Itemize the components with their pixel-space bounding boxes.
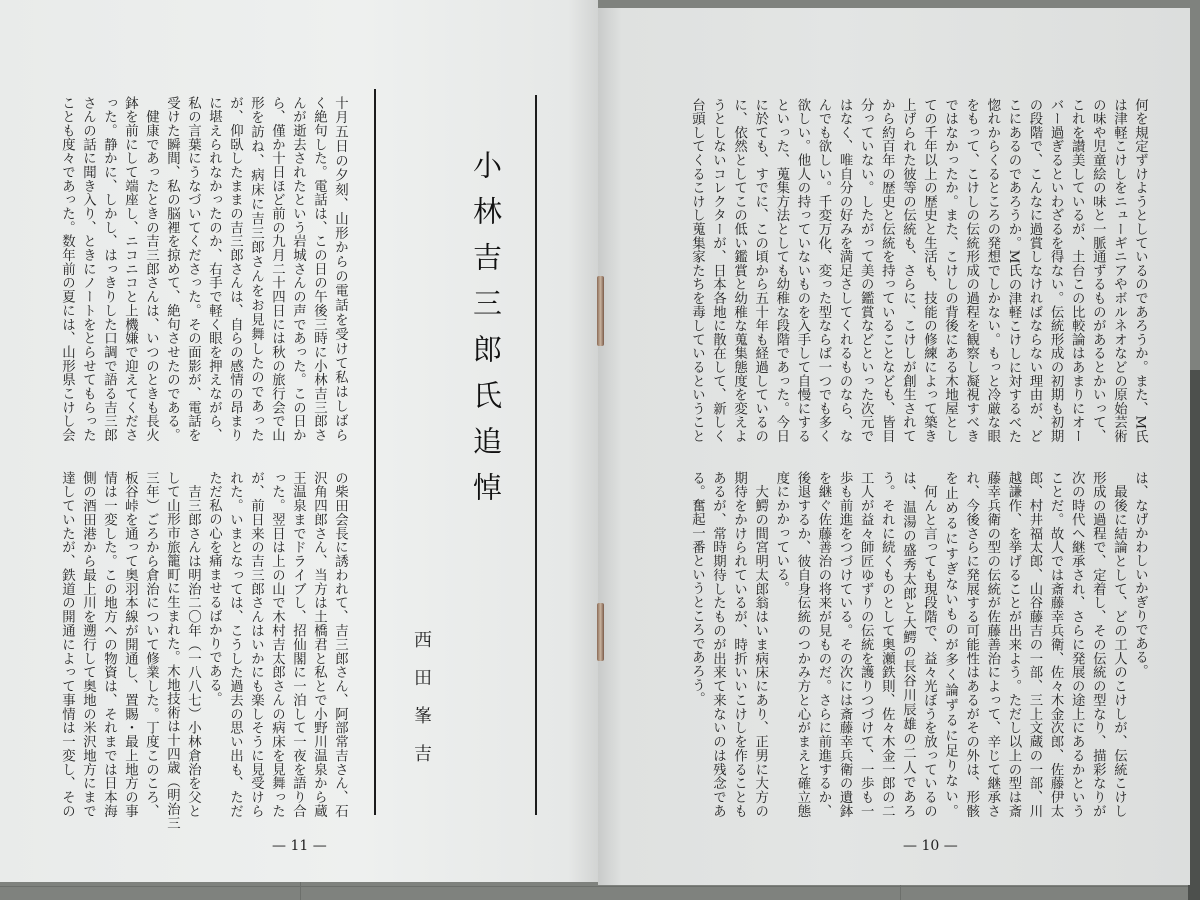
page-number-right: — 10 — [903,838,958,854]
right-lower-text-column: 期待をかけられているが、時折いいこけしを作ることも [731,471,747,818]
mat-grid-line [900,885,901,900]
left-upper-text-column: ことも度々であった。数年前の夏には、山形県こけし会 [59,96,75,442]
right-upper-text-column: ての千年以上の歴史と生活も、技能の修練によって築き [921,98,937,443]
right-upper-text-column: はなく、唯自分の好みを満足さしてくれるものなら、な [837,98,853,443]
left-lower-text-column: 吉三郎さんは明治二〇年（一八八七）小林倉治を父と [185,471,201,818]
binding-staple [597,603,604,661]
left-upper-text-column: 十月五日の夕刻、山形からの電話を受けて私はしばら [332,96,348,442]
right-lower-text-column: ことだ。故人では斎藤幸兵衛、佐々木金次郎、佐藤伊太 [1048,471,1064,818]
article-author: 西田峯吉 [411,630,432,782]
left-upper-text-column: 私の言葉にうなづいてくださった。その面影が、電話を [185,96,201,442]
right-lower-text-column: 形成の過程で、定着し、その伝統の型なり、描彩なりが [1090,471,1106,818]
right-lower-text-column: 度にかかっている。 [773,471,789,596]
right-upper-text-column: に、依然としてこの低い鑑賞と幼稚な蒐集態度を変えよ [731,98,747,443]
right-lower-text-column: 越謙作、を挙げることが出来よう。ただし以上の型は斎 [1005,471,1021,818]
left-upper-text-column: 受けた瞬間、私の脳裡を掠めて、絶句させたのである。 [164,96,180,442]
left-upper-text-column: ら、僅か十日ほど前の九月二十四日には秋の旅行会で山 [269,96,285,442]
left-upper-text-column: 鉢を前にして端座し、ニコニコと上機嫌で迎えてくださ [122,96,138,442]
left-lower-text-column: れた。いまとなっては、こうした過去の思い出も、ただ [227,471,243,818]
left-upper-text-column: った。静かに、しかし、はっきりした口調で語る吉三郎 [101,96,117,442]
binding-staple [597,276,604,346]
left-lower-text-column: 沢角四郎さん、当方は土橋君と私とで小野川温泉から蔵 [311,471,327,818]
right-upper-text-column: 何を規定ずけようとしているのであろうか。また、M氏 [1132,98,1148,444]
right-lower-text-column: る。奮起一番というところであろう。 [689,471,705,706]
left-lower-text-column: 王温泉までドライブし、招仙閣に一泊して一夜を語り合 [290,471,306,818]
right-upper-text-column: 分っていない。したがって美の鑑賞などといった次元で [858,98,874,443]
right-lower-text-column: 何んと言っても現段階で、益々光ぼうを放っているの [921,471,937,818]
article-title: 小林吉三郎氏追悼 [469,150,503,518]
left-upper-text-column: 健康であったときの吉三郎さんは、いつのときも長火 [143,96,159,442]
right-upper-text-column: 惚れからくるところの発想でしかない。もっと冷厳な眼 [984,98,1000,443]
left-lower-text-column: った。翌日は上の山で木村吉太郎さんの病床を見舞った [269,471,285,818]
right-upper-text-column: うとしないコレクターが、日本各地に散在して、新しく [710,98,726,443]
right-lower-text-column: れ、今後さらに発展する可能性はあるがその外は、形骸 [963,471,979,818]
left-lower-text-column: の柴田会長に誘われて、吉三郎さん、阿部常吉さん、石 [332,471,348,818]
left-lower-text-column: 情は一変した。この地方への物資は、それまでは日本海 [101,471,117,818]
right-upper-text-column: 欲しい。他人の持っていないものを入手して自慢にする [794,98,810,443]
mat-grid-line [300,880,301,900]
right-lower-text-column: 次の時代へ継承され、さらに発展の途上にあるかという [1069,471,1085,818]
mat-grid-line [0,886,1200,887]
right-lower-text-column: は、温湯の盛秀太郎と大鰐の長谷川辰雄の二人であろ [900,471,916,818]
right-lower-text-column: 大鰐の間宮明太郎翁はいま病床にあり、正男に大方の [752,471,768,818]
right-upper-text-column: の味や児童絵の味と一脈通ずるものがあるとかいって、 [1090,98,1106,443]
left-upper-text-column: んが逝去されたという岩城さんの声であった。この日か [290,96,306,442]
left-lower-text-column: して山形市旅籠町に生まれた。木地技術は十四歳（明治三 [164,471,180,830]
right-lower-text-column: 工人が益々師匠ゆずりの伝統を護りつづけて、一歩も一 [858,471,874,818]
right-upper-text-column: 上げられた彼等の伝統も、さらに、こけしが創生されて [900,98,916,443]
left-lower-text-column: 側の酒田港から最上川を遡行して奥地の米沢地方にまで [80,471,96,818]
left-upper-text-column: 形を訪ね、病床に吉三郎さんをお見舞したのであった [248,96,264,442]
left-lower-text-column: ただ私の心を痛ませるばかりである。 [206,471,222,706]
left-lower-text-column: 板谷峠を通って奥羽本線が開通し、置賜・最上地方の事 [122,471,138,818]
right-lower-text-column: 郎、村井福太郎、山谷藤吉の一部、三上文蔵の一部、川 [1027,471,1042,818]
left-lower-text-column: 三年）ごろから倉治について修業した。丁度このころ、 [143,471,159,818]
left-upper-text-column: く絶句した。電話は、この日の午後三時に小林吉三郎さ [311,96,327,442]
left-upper-text-column: が、仰臥したままの吉三郎さんは、自らの感情の昂まり [227,96,243,442]
left-lower-text-column: 達していたが、鉄道の開通によって事情は一変し、その [59,471,75,818]
right-upper-text-column: から約百年の歴史と伝統を持っていることなども、皆目 [879,98,895,443]
right-upper-text-column: これを讃美しているが、土台この比較論はあまりにオー [1069,98,1085,443]
right-upper-text-column: に於ても、すでに、この頃から五十年も経過しているの [752,98,768,443]
right-upper-text-column: といった、蒐集方法としても幼稚な段階であった。今日 [773,98,789,443]
right-lower-text-column: は、なげかわしいかぎりである。 [1132,471,1148,678]
right-upper-text-column: んでも欲しい。千変万化、変った型ならば一つでも多く [816,98,831,443]
right-upper-text-column: こにあるのであろうか。M氏の津軽こけしに対するべた [1005,98,1021,444]
right-lower-text-column: 後退するか、彼自身伝統のつかみ方と心がまえと確立態 [794,471,810,818]
right-lower-text-column: 藤幸兵衛の型の伝統が佐藤善治によって、辛じて継承さ [984,471,1000,818]
right-upper-text-column: 台頭してくるこけし蒐集家たちを毒しているということ [689,98,705,443]
right-lower-text-column: 歩も前進をつづけている。その次には斎藤幸兵衛の遺鉢 [837,471,853,818]
right-upper-text-column: をもって、こけしの伝統形成の過程を観察し凝視すべき [963,98,979,443]
right-lower-text-column: あるが、常時期待したものが出来て来ないのは残念であ [710,471,726,818]
right-upper-text-column: は津軽こけしをニューギニアやボルネオなどの原始芸術 [1111,98,1127,443]
right-upper-text-column: の段階で、こんなに過賞しなければならない理由が、ど [1027,98,1042,443]
page-number-left: — 11 — [272,838,327,854]
right-upper-text-column: ではなかったか。また、こけしの背後にある木地屋とし [942,98,958,443]
title-rule-left [374,89,376,815]
title-rule-right [535,95,537,815]
left-upper-text-column: に堪えられなかったのか、右手で軽く眼を押えながら、 [206,96,222,442]
right-lower-text-column: 最後に結論として、どの工人のこけしが、伝統こけし [1111,471,1127,818]
right-lower-text-column: う。それに続くものとして奥瀬鉄則、佐々木金一郎の二 [879,471,895,818]
left-lower-text-column: が、前日来の吉三郎さんはいかにも楽しそうに見受けら [248,471,264,818]
left-upper-text-column: さんの話に聞き入り、ときにノートをとらせてもらった [80,96,96,442]
right-lower-text-column: を継ぐ佐藤善治の将来が見ものだ。さらに前進するか、 [816,471,831,818]
right-upper-text-column: バー過ぎるといわざるを得ない。伝統形成の初期も初期 [1048,98,1064,443]
right-lower-text-column: を止めるにすぎないものが多く論ずるに足りない。 [942,471,958,818]
